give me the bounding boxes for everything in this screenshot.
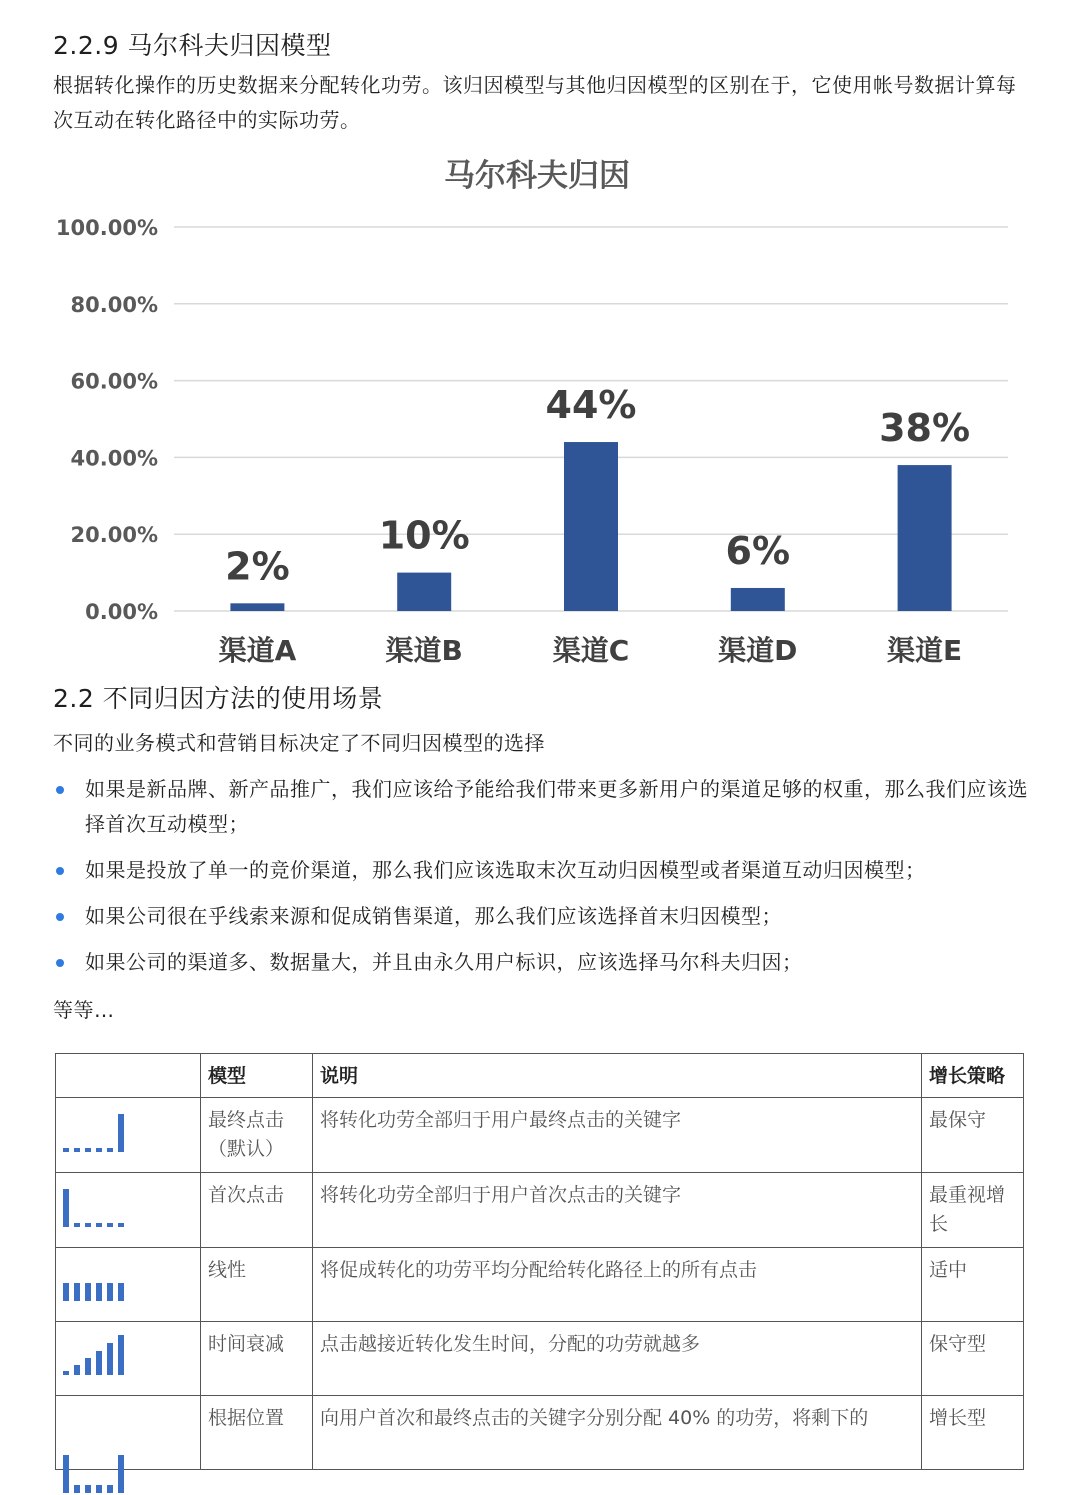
table-header-description: 说明 (313, 1054, 922, 1098)
model-description: 向用户首次和最终点击的关键字分别分配 40% 的功劳，将剩下的 (313, 1396, 922, 1470)
list-item-text: 如果公司很在乎线索来源和促成销售渠道，那么我们应该选择首末归因模型； (85, 904, 782, 928)
attribution-model-table (55, 1053, 1024, 1470)
table-row (56, 1322, 1024, 1396)
etc-text: 等等… (53, 998, 115, 1022)
table-icon-cell (56, 1173, 201, 1248)
bar (397, 573, 451, 611)
x-category-label: 渠道E (887, 634, 963, 667)
model-description: 点击越接近转化发生时间，分配的功劳就越多 (313, 1322, 922, 1396)
data-label: 2% (225, 544, 290, 589)
last-click-chart-icon (62, 1110, 132, 1154)
bullet-dot-icon (56, 913, 64, 921)
data-label: 44% (545, 383, 637, 428)
model-strategy: 最重视增长 (922, 1173, 1024, 1248)
list-item (53, 853, 1033, 888)
y-tick-label: 100.00% (55, 216, 158, 240)
scenarios-intro: 不同的业务模式和营销目标决定了不同归因模型的选择 (53, 731, 545, 755)
scenario-list (53, 772, 1033, 991)
table-header-model: 模型 (201, 1054, 313, 1098)
x-category-label: 渠道B (385, 634, 463, 667)
chart-svg (40, 140, 1040, 667)
section-heading-markov: 2.2.9 马尔科夫归因模型 (53, 31, 332, 60)
model-description: 将转化功劳全部归于用户首次点击的关键字 (313, 1173, 922, 1248)
chart-title: 马尔科夫归因 (444, 158, 630, 194)
linear-chart-icon (62, 1259, 132, 1303)
x-category-label: 渠道C (552, 634, 630, 667)
table-icon-cell (56, 1396, 201, 1470)
model-name: 时间衰减 (201, 1322, 313, 1396)
model-description: 将转化功劳全部归于用户最终点击的关键字 (313, 1098, 922, 1173)
list-item (53, 899, 1033, 934)
list-item-text: 如果是新品牌、新产品推广，我们应该给予能给我们带来更多新用户的渠道足够的权重，那么我们应该选择首次互动模型； (85, 777, 1028, 836)
table-row (56, 1396, 1024, 1470)
markov-description: 根据转化操作的历史数据来分配转化功劳。该归因模型与其他归因模型的区别在于，它使用帐号数据计算每次互动在转化路径中的实际功劳。 (53, 73, 1017, 132)
y-tick-label: 80.00% (70, 292, 158, 317)
markov-bar-chart (40, 140, 1040, 667)
bar (230, 603, 284, 611)
model-name: 线性 (201, 1248, 313, 1322)
bullet-dot-icon (56, 959, 64, 967)
model-name: 最终点击（默认） (201, 1098, 313, 1173)
list-item-text: 如果公司的渠道多、数据量大，并且由永久用户标识，应该选择马尔科夫归因； (85, 950, 803, 974)
model-strategy: 适中 (922, 1248, 1024, 1322)
time-decay-chart-icon (62, 1333, 132, 1377)
model-strategy: 最保守 (922, 1098, 1024, 1173)
section-heading-scenarios: 2.2 不同归因方法的使用场景 (53, 684, 384, 713)
bullet-dot-icon (56, 786, 64, 794)
position-based-chart-icon (62, 1451, 132, 1495)
y-tick-label: 0.00% (85, 600, 158, 624)
list-item-text: 如果是投放了单一的竞价渠道，那么我们应该选取末次互动归因模型或者渠道互动归因模型； (85, 858, 926, 882)
x-category-label: 渠道A (218, 634, 297, 667)
table-header-strategy: 增长策略 (922, 1054, 1024, 1098)
table-row (56, 1173, 1024, 1248)
data-label: 10% (378, 513, 470, 558)
bullet-dot-icon (56, 867, 64, 875)
model-strategy: 保守型 (922, 1322, 1024, 1396)
y-tick-label: 60.00% (70, 369, 158, 394)
list-item (53, 772, 1033, 842)
model-strategy: 增长型 (922, 1396, 1024, 1470)
bar (564, 442, 618, 611)
model-name: 首次点击 (201, 1173, 313, 1248)
bar (731, 588, 785, 611)
model-description: 将促成转化的功劳平均分配给转化路径上的所有点击 (313, 1248, 922, 1322)
data-label: 38% (879, 406, 971, 451)
table-row (56, 1248, 1024, 1322)
y-tick-label: 20.00% (70, 523, 158, 548)
table-icon-cell (56, 1322, 201, 1396)
first-click-chart-icon (62, 1185, 132, 1229)
list-item (53, 945, 1033, 980)
table-header-icon (56, 1054, 201, 1098)
x-category-label: 渠道D (718, 634, 798, 667)
table-icon-cell (56, 1248, 201, 1322)
table-row (56, 1098, 1024, 1173)
data-label: 6% (725, 528, 791, 573)
y-tick-label: 40.00% (70, 446, 158, 471)
table-icon-cell (56, 1098, 201, 1173)
table-header-row (56, 1054, 1024, 1098)
bar (898, 465, 952, 611)
model-name: 根据位置 (201, 1396, 313, 1470)
